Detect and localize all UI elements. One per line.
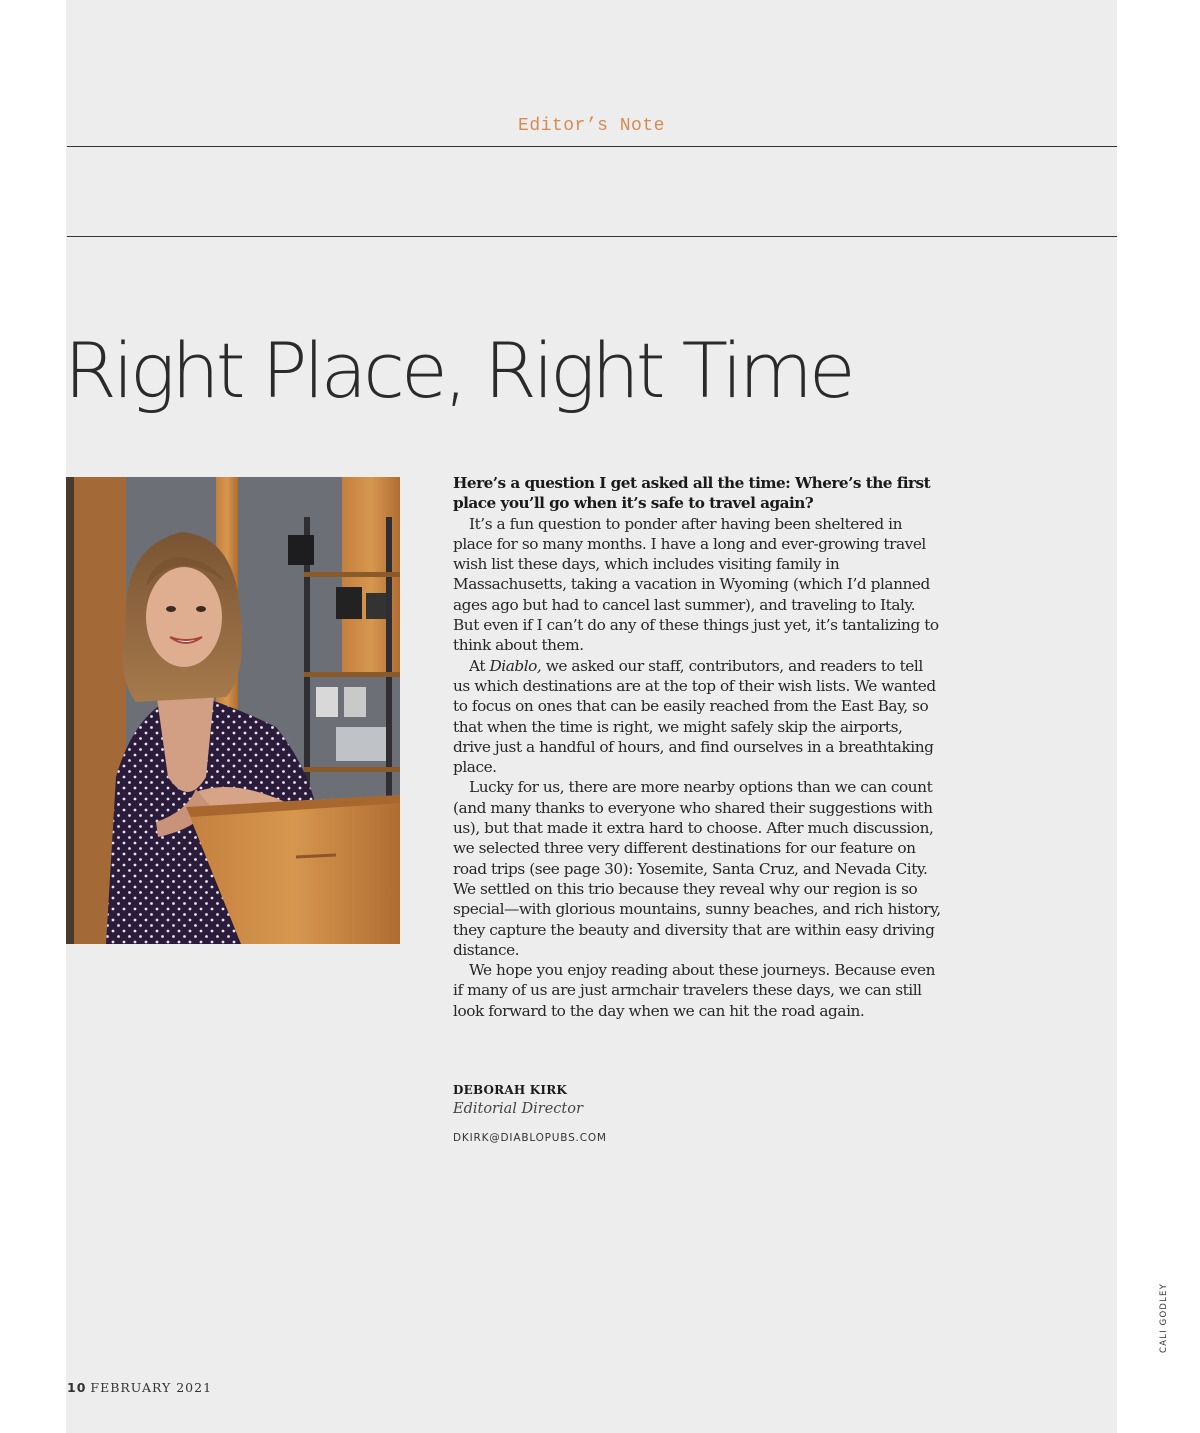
page-folio xyxy=(67,1380,212,1395)
body-paragraph: Lucky for us, there are more nearby options than we can count (and many thanks to everyone who shared their suggestions with us), but that made it extra hard to choose. After much discussion, we selected three very different destinations for our feature on road trips (see page 30): Yosemite, Santa Cruz, and Nevada City. We settled on this trio because they reveal why our region is so special—with glorious mountains, sunny beaches, and rich history, they capture the beauty and diversity that are within easy driving distance. xyxy=(453,778,941,959)
photo-credit: CALI GODLEY xyxy=(1159,1282,1169,1354)
author-title: Editorial Director xyxy=(453,1101,583,1117)
magazine-page xyxy=(66,0,1117,1433)
body-paragraph: It’s a fun question to ponder after having been sheltered in place for so many months. I have a long and ever-growing travel wish list these days, which includes visiting family in Massachusetts, taking a vacation in Wyoming (which I’d planned ages ago but had to cancel last summer), and traveling to Italy. But even if I can’t do any of these things just yet, it’s tantalizing to think about them. xyxy=(453,514,939,655)
body-paragraph xyxy=(453,656,943,778)
page-number: 10 xyxy=(67,1380,87,1395)
magazine-name: Diablo, xyxy=(489,656,542,675)
article-headline: Right Place, Right Time xyxy=(64,326,852,415)
section-label: Editor’s Note xyxy=(518,116,665,136)
author-name: DEBORAH KIRK xyxy=(453,1083,568,1097)
second-rule xyxy=(67,236,1117,237)
paragraph-text: At xyxy=(469,656,490,675)
editor-portrait-photo xyxy=(66,477,400,944)
paragraph-text: we asked our staff, contributors, and readers to tell us which destinations are at the top of their wish lists. We wanted to focus on ones that can be easily reached from the East Bay, so that when the time is right, we might safely skip the airports, drive just a handful of hours, and find ourselves in a breathtaking place. xyxy=(453,656,936,777)
issue-date: FEBRUARY 2021 xyxy=(90,1380,213,1395)
top-rule xyxy=(67,146,1117,147)
article-body xyxy=(453,473,943,1021)
body-paragraph: We hope you enjoy reading about these journeys. Because even if many of us are just armchair travelers these days, we can still look forward to the day when we can hit the road again. xyxy=(453,961,935,1020)
author-email[interactable]: DKIRK@DIABLOPUBS.COM xyxy=(453,1132,607,1144)
lead-question: Here’s a question I get asked all the time: Where’s the first place you’ll go when it’s safe to travel again? xyxy=(453,474,931,513)
